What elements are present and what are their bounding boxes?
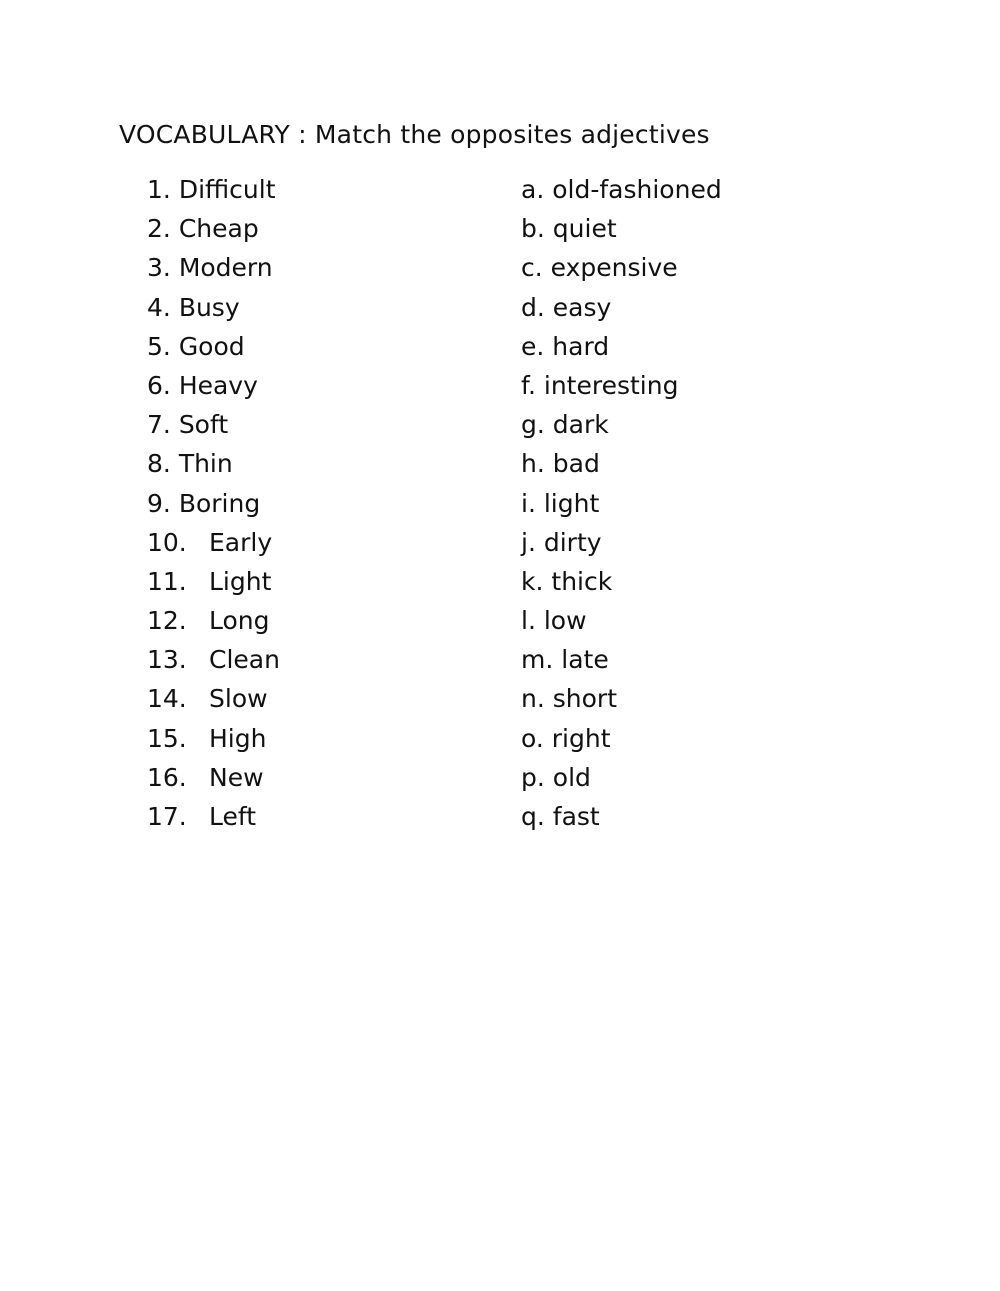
item-number: 8. bbox=[147, 449, 171, 479]
opposite-word: dirty bbox=[543, 527, 602, 557]
item-number: 14. bbox=[147, 684, 187, 714]
opposite-item bbox=[521, 564, 851, 603]
item-letter: q. bbox=[521, 802, 545, 831]
opposite-word: fast bbox=[552, 802, 600, 831]
adjective-word: New bbox=[209, 762, 264, 792]
item-letter: e. bbox=[521, 331, 545, 361]
item-letter: p. bbox=[521, 762, 545, 792]
item-number: 11. bbox=[147, 566, 187, 596]
item-letter: c. bbox=[521, 253, 543, 283]
item-number: 16. bbox=[147, 762, 187, 792]
opposite-word: light bbox=[543, 488, 600, 518]
opposite-word: quiet bbox=[552, 214, 617, 244]
adjectives-list bbox=[147, 172, 477, 838]
opposite-item bbox=[521, 329, 851, 368]
adjective-item bbox=[147, 329, 477, 368]
adjective-item bbox=[147, 760, 477, 799]
item-letter: f. bbox=[521, 370, 536, 400]
item-letter: j. bbox=[521, 527, 536, 557]
item-letter: d. bbox=[521, 292, 545, 322]
adjective-word: Slow bbox=[209, 684, 268, 714]
adjective-word: Modern bbox=[178, 253, 273, 283]
opposite-item bbox=[521, 681, 851, 720]
item-number: 2. bbox=[147, 214, 171, 244]
item-letter: m. bbox=[521, 645, 554, 675]
opposite-item bbox=[521, 368, 851, 407]
item-number: 7. bbox=[147, 410, 171, 440]
adjective-word: Early bbox=[209, 527, 273, 557]
adjective-word: Cheap bbox=[178, 214, 259, 244]
opposite-word: expensive bbox=[550, 253, 678, 283]
adjective-word: Left bbox=[209, 802, 257, 831]
adjective-word: Soft bbox=[178, 410, 229, 440]
opposite-item bbox=[521, 250, 851, 289]
item-letter: o. bbox=[521, 723, 544, 753]
adjective-word: Busy bbox=[178, 292, 240, 322]
adjective-word: Long bbox=[209, 606, 270, 636]
opposite-word: short bbox=[552, 684, 617, 714]
item-letter: a. bbox=[521, 175, 545, 204]
item-letter: i. bbox=[521, 488, 536, 518]
item-letter: n. bbox=[521, 684, 545, 714]
item-number: 15. bbox=[147, 723, 187, 753]
opposite-word: easy bbox=[552, 292, 612, 322]
opposite-item bbox=[521, 525, 851, 564]
adjective-word: Thin bbox=[178, 449, 233, 479]
opposite-item bbox=[521, 642, 851, 681]
item-letter: b. bbox=[521, 214, 545, 244]
adjective-item bbox=[147, 603, 477, 642]
item-letter: h. bbox=[521, 449, 545, 479]
item-number: 3. bbox=[147, 253, 171, 283]
opposite-item bbox=[521, 290, 851, 329]
worksheet-title: VOCABULARY : Match the opposites adjectives bbox=[119, 120, 710, 149]
item-number: 4. bbox=[147, 292, 171, 322]
adjective-word: Boring bbox=[178, 488, 261, 518]
adjective-item bbox=[147, 250, 477, 289]
opposite-word: dark bbox=[552, 410, 609, 440]
item-number: 6. bbox=[147, 370, 171, 400]
item-number: 9. bbox=[147, 488, 171, 518]
adjective-word: Heavy bbox=[178, 370, 258, 400]
item-number: 5. bbox=[147, 331, 171, 361]
opposite-word: bad bbox=[552, 449, 600, 479]
adjective-word: High bbox=[209, 723, 267, 753]
adjective-item bbox=[147, 407, 477, 446]
item-letter: k. bbox=[521, 566, 544, 596]
adjective-item bbox=[147, 446, 477, 485]
opposite-item bbox=[521, 486, 851, 525]
adjective-item bbox=[147, 486, 477, 525]
item-number: 17. bbox=[147, 802, 187, 831]
adjective-item bbox=[147, 172, 477, 211]
opposite-word: right bbox=[551, 723, 611, 753]
item-letter: l. bbox=[521, 606, 536, 636]
adjective-word: Difficult bbox=[178, 175, 276, 204]
item-number: 13. bbox=[147, 645, 187, 675]
opposite-word: old-fashioned bbox=[552, 175, 722, 204]
opposite-word: thick bbox=[551, 566, 613, 596]
opposite-item bbox=[521, 799, 851, 838]
adjective-item bbox=[147, 368, 477, 407]
opposites-list bbox=[521, 172, 851, 838]
adjective-item bbox=[147, 525, 477, 564]
opposite-item bbox=[521, 760, 851, 799]
adjective-item bbox=[147, 211, 477, 250]
item-number: 12. bbox=[147, 606, 187, 636]
opposite-word: low bbox=[543, 606, 587, 636]
opposite-word: interesting bbox=[543, 370, 679, 400]
adjective-word: Light bbox=[209, 566, 272, 596]
opposite-item bbox=[521, 721, 851, 760]
opposite-item bbox=[521, 446, 851, 485]
adjective-item bbox=[147, 564, 477, 603]
opposite-item bbox=[521, 211, 851, 250]
opposite-item bbox=[521, 172, 851, 211]
item-number: 10. bbox=[147, 527, 187, 557]
opposite-item bbox=[521, 603, 851, 642]
adjective-item bbox=[147, 799, 477, 838]
item-letter: g. bbox=[521, 410, 545, 440]
opposite-word: late bbox=[561, 645, 609, 675]
adjective-item bbox=[147, 290, 477, 329]
adjective-item bbox=[147, 642, 477, 681]
opposite-word: old bbox=[552, 762, 591, 792]
item-number: 1. bbox=[147, 175, 171, 204]
adjective-word: Good bbox=[178, 331, 245, 361]
adjective-item bbox=[147, 681, 477, 720]
opposite-word: hard bbox=[552, 331, 610, 361]
adjective-item bbox=[147, 721, 477, 760]
adjective-word: Clean bbox=[209, 645, 280, 675]
opposite-item bbox=[521, 407, 851, 446]
